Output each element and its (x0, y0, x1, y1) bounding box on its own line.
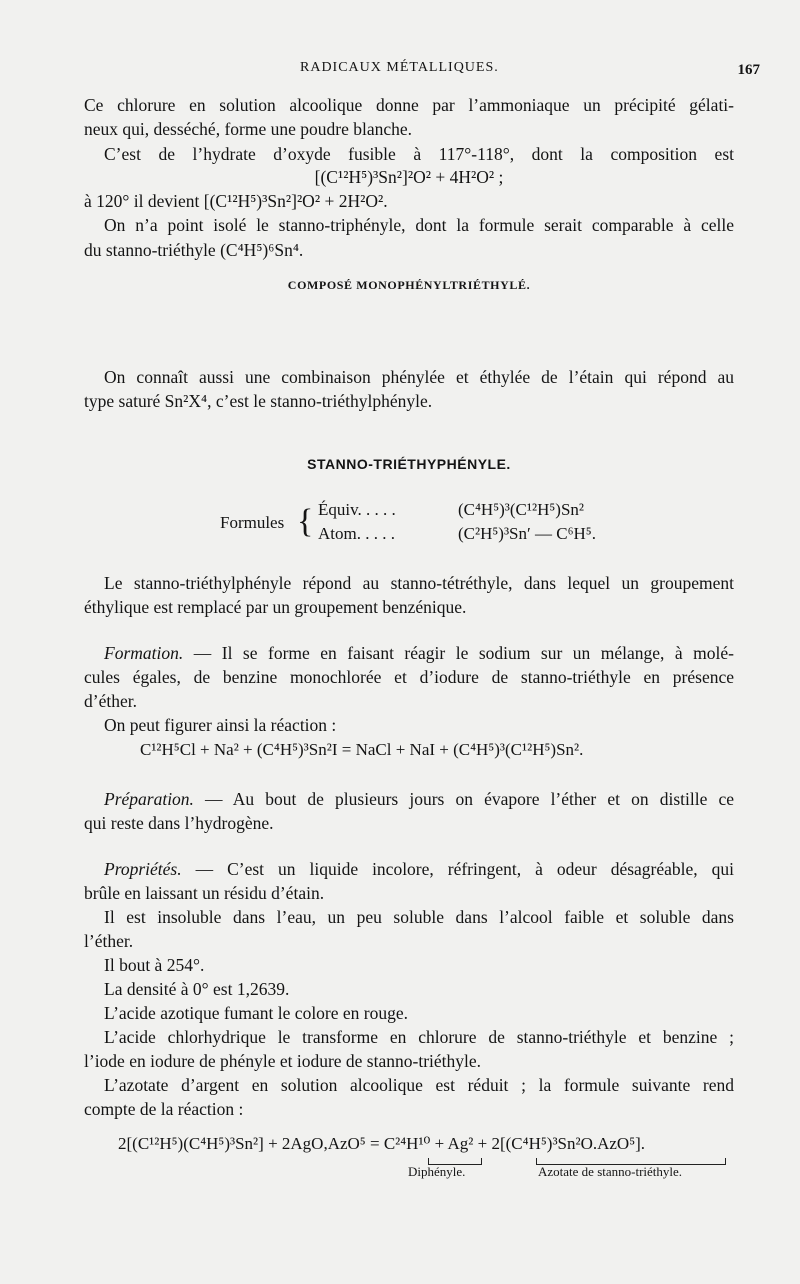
text-line: à 120° il devient [(C¹²H⁵)³Sn²]²O² + 2H²O². (84, 191, 388, 211)
text-line: compte de la réaction : (84, 1099, 244, 1119)
section-heading: COMPOSÉ MONOPHÉNYLTRIÉTHYLÉ. (287, 278, 531, 292)
paragraph-heading: Propriétés. (104, 859, 182, 879)
formula-key: Équiv. . . . . (318, 500, 396, 519)
text-run: — Au bout de plusieurs jours on évapore l’éther et on distille ce (193, 789, 734, 809)
text-run: — Il se forme en faisant réagir le sodium sur un mélange, à molé- (183, 643, 734, 663)
reaction-equation: 2[(C¹²H⁵)(C⁴H⁵)³Sn²] + 2AgO,AzO⁵ = C²⁴H¹⁰ + Ag² + 2[(C⁴H⁵)³Sn²O.AzO⁵]. (118, 1134, 646, 1153)
paragraph-heading: Formation. (104, 643, 184, 663)
paragraph-heading: Préparation. (104, 789, 194, 809)
formula-label: Formules (220, 513, 285, 532)
text-line: type saturé Sn²X⁴, c’est le stanno-triéthylphényle. (84, 391, 433, 411)
text-line: C’est de l’hydrate d’oxyde fusible à 117°-118°, dont la composition est (104, 144, 734, 164)
text-line: qui reste dans l’hydrogène. (84, 813, 274, 833)
equation-annotation: Azotate de stanno-triéthyle. (538, 1164, 683, 1179)
page-number: 167 (737, 62, 760, 78)
text-line: On n’a point isolé le stanno-triphényle, dont la formule serait comparable à celle (104, 215, 734, 235)
formula-row (318, 524, 596, 544)
text-line: L’acide azotique fumant le colore en rouge. (104, 1003, 409, 1023)
text-run: — C’est un liquide incolore, réfringent, à odeur désagréable, qui (181, 859, 734, 879)
formula-block (220, 500, 670, 550)
text-line: Il bout à 254°. (104, 955, 205, 975)
text-line: L’azotate d’argent en solution alcoolique est réduit ; la formule suivante rend (104, 1075, 734, 1095)
text-line: Il est insoluble dans l’eau, un peu soluble dans l’alcool faible et soluble dans (104, 907, 734, 927)
text-line: d’éther. (84, 691, 137, 711)
text-line: éthylique est remplacé par un groupement benzénique. (84, 597, 467, 617)
text-line: On connaît aussi une combinaison phénylée et éthylée de l’étain qui répond au (104, 367, 734, 387)
reaction-equation: C¹²H⁵Cl + Na² + (C⁴H⁵)³Sn²I = NaCl + NaI + (C⁴H⁵)³(C¹²H⁵)Sn². (140, 740, 584, 759)
compound-title: STANNO-TRIÉTHYPHÉNYLE. (307, 456, 511, 472)
text-line: Ce chlorure en solution alcoolique donne par l’ammoniaque un précipité gélati- (84, 95, 734, 115)
formula-row (318, 500, 584, 520)
text-line: neux qui, desséché, forme une poudre blanche. (84, 119, 413, 139)
text-line: La densité à 0° est 1,2639. (104, 979, 290, 999)
text-line: L’acide chlorhydrique le transforme en chlorure de stanno-triéthyle et benzine ; (104, 1027, 734, 1047)
formula-value: (C²H⁵)³Sn′ — C⁶H⁵. (458, 524, 596, 543)
equation-annotation: Diphényle. (408, 1164, 466, 1179)
text-line (104, 788, 734, 810)
text-line: brûle en laissant un résidu d’étain. (84, 883, 325, 903)
text-line: l’iode en iodure de phényle et iodure de stanno-triéthyle. (84, 1051, 482, 1071)
formula-value: (C⁴H⁵)³(C¹²H⁵)Sn² (458, 500, 584, 519)
text-line: cules égales, de benzine monochlorée et d’iodure de stanno-triéthyle en présence (84, 667, 734, 687)
text-line: On peut figurer ainsi la réaction : (104, 715, 337, 735)
text-line: Le stanno-triéthylphényle répond au stanno-tétréthyle, dans lequel un groupement (104, 573, 734, 593)
brace-icon: { (297, 503, 314, 540)
formula-line: [(C¹²H⁵)³Sn²]²O² + 4H²O² ; (314, 167, 504, 187)
text-line: du stanno-triéthyle (C⁴H⁵)⁶Sn⁴. (84, 240, 304, 260)
text-line (104, 642, 734, 664)
text-line (104, 858, 734, 880)
running-title: RADICAUX MÉTALLIQUES. (300, 60, 499, 75)
formula-key: Atom. . . . . (318, 524, 395, 543)
text-line: l’éther. (84, 931, 134, 951)
